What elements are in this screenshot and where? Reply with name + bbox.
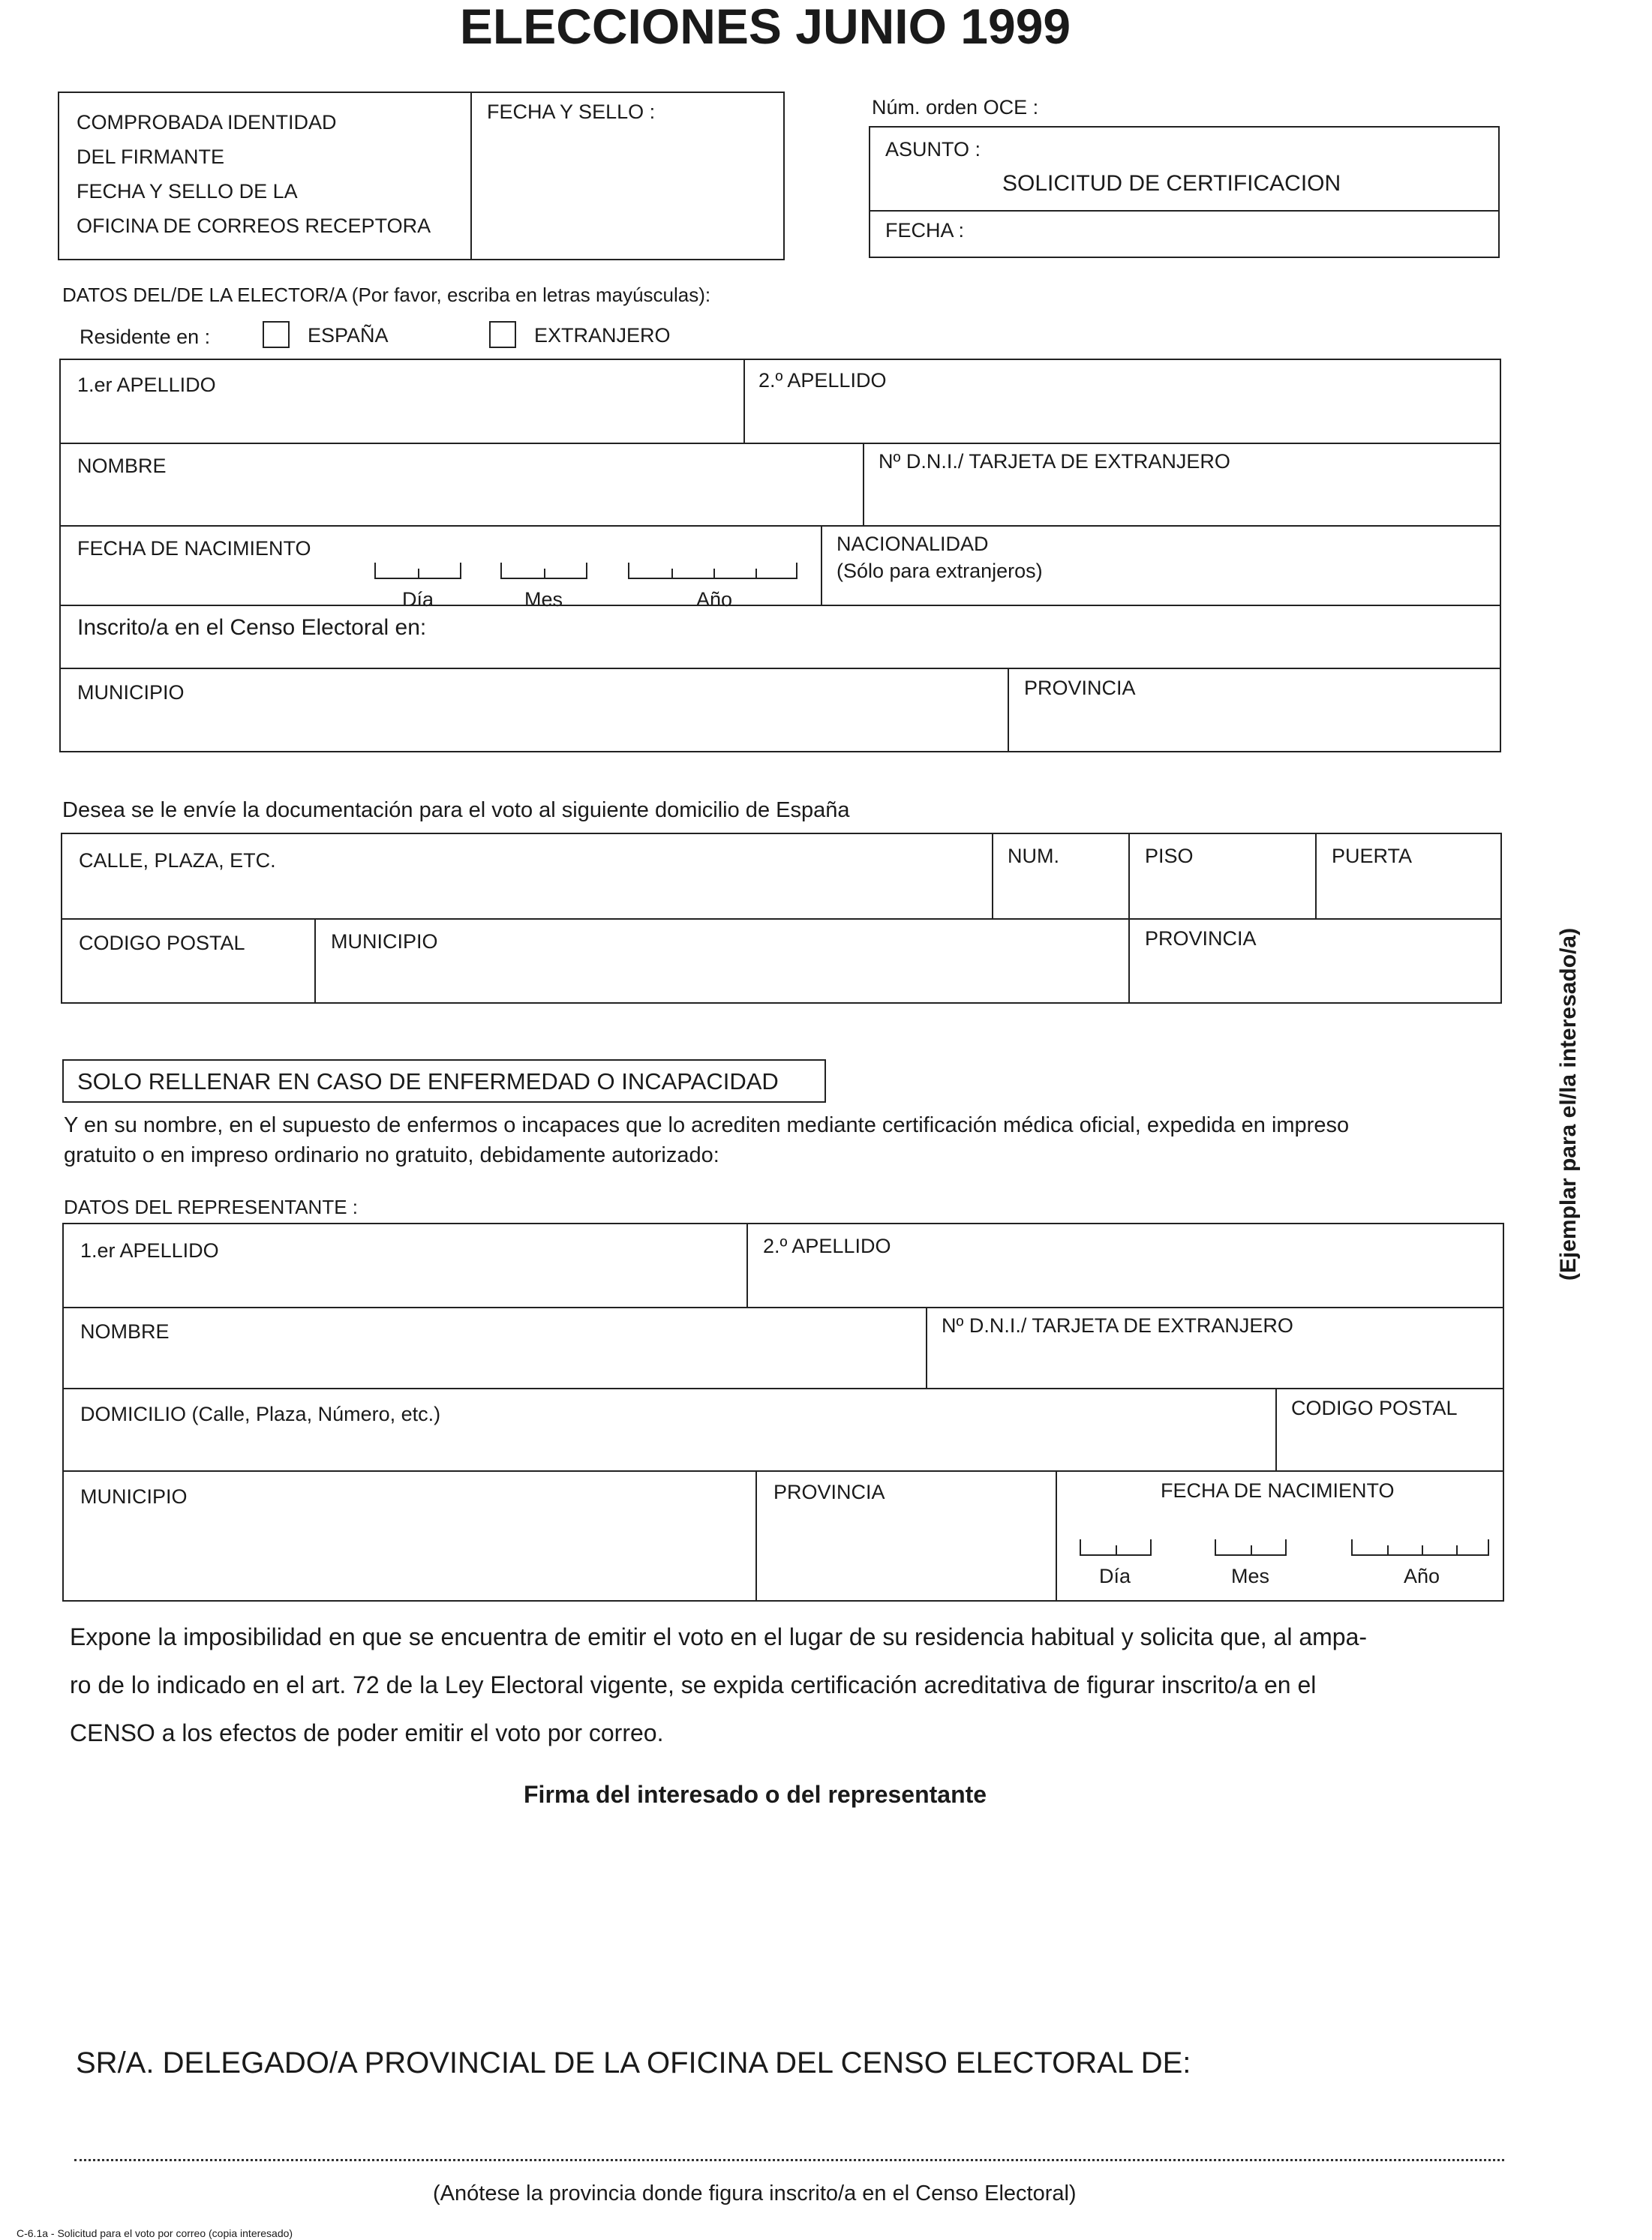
rep-domicilio-label: DOMICILIO (Calle, Plaza, Número, etc.) [80,1403,441,1425]
asunto-value: SOLICITUD DE CERTIFICACION [1002,171,1341,196]
espana-label: ESPAÑA [308,324,389,347]
rep-provincia-label: PROVINCIA [773,1481,885,1503]
elector-dni-label: Nº D.N.I./ TARJETA DE EXTRANJERO [879,450,1230,473]
dom-municipio-label: MUNICIPIO [331,930,438,953]
elector-dia-boxes[interactable] [374,563,461,579]
piso-label: PISO [1145,845,1194,867]
elector-dia-label: Día [402,588,434,611]
elector-heading: DATOS DEL/DE LA ELECTOR/A (Por favor, escriba en letras mayúsculas): [62,284,711,306]
side-label: (Ejemplar para el/la interesado/a) [1556,927,1581,1281]
elector-inscrito-label: Inscrito/a en el Censo Electoral en: [77,615,427,640]
domicilio-intro: Desea se le envíe la documentación para el voto al siguiente domicilio de España [62,798,850,822]
elector-anio-label: Año [696,588,733,611]
elector-anio-boxes[interactable] [628,563,797,579]
form-title: ELECCIONES JUNIO 1999 [459,0,1071,54]
representante-heading: DATOS DEL REPRESENTANTE : [64,1196,359,1218]
rep-dia-label: Día [1099,1565,1131,1587]
expone-line-3: CENSO a los efectos de poder emitir el voto por correo. [70,1719,664,1746]
rep-apellido2-label: 2.º APELLIDO [763,1235,891,1257]
delegado-heading: SR/A. DELEGADO/A PROVINCIAL DE LA OFICINA DEL CENSO ELECTORAL DE: [76,2046,1191,2079]
elector-mes-boxes[interactable] [500,563,587,579]
asunto-label: ASUNTO : [885,138,981,161]
representante-table [62,1223,1504,1602]
provincia-dotted-line[interactable] [74,2159,1504,2161]
rep-apellido1-label: 1.er APELLIDO [80,1239,219,1262]
puerta-label: PUERTA [1332,845,1413,867]
rep-municipio-label: MUNICIPIO [80,1485,188,1508]
residente-label: Residente en : [80,326,211,348]
rep-mes-label: Mes [1231,1565,1270,1587]
elector-fecha-nac-label: FECHA DE NACIMIENTO [77,537,311,560]
incapacidad-banner-text: SOLO RELLENAR EN CASO DE ENFERMEDAD O INCAPACIDAD [77,1068,779,1094]
elector-municipio-label: MUNICIPIO [77,681,185,704]
elector-provincia-label: PROVINCIA [1024,677,1136,699]
fecha-label: FECHA : [885,219,965,242]
rep-dni-label: Nº D.N.I./ TARJETA DE EXTRANJERO [942,1314,1293,1337]
cp-label: CODIGO POSTAL [79,932,245,954]
anotese-note: (Anótese la provincia donde figura inscrito/a en el Censo Electoral) [433,2181,1077,2205]
rep-dia-boxes[interactable] [1080,1539,1152,1556]
rep-mes-boxes[interactable] [1215,1539,1287,1556]
elector-nacionalidad-label: NACIONALIDAD [837,533,989,555]
stamp-label: FECHA Y SELLO : [487,101,656,123]
rep-fecha-nac-label: FECHA DE NACIMIENTO [1161,1479,1395,1502]
expone-line-1: Expone la imposibilidad en que se encuentra de emitir el voto en el lugar de su residencia habitual y solicita que, al ampa- [70,1623,1368,1650]
elector-apellido2-label: 2.º APELLIDO [758,369,887,392]
office-stamp-box [58,92,785,260]
elector-nombre-label: NOMBRE [77,455,167,477]
footer-code: C-6.1a - Solicitud para el voto por correo (copia interesado) [17,2227,293,2239]
dom-provincia-label: PROVINCIA [1145,927,1257,950]
office-line-3: FECHA Y SELLO DE LA [77,180,298,203]
rep-cp-label: CODIGO POSTAL [1291,1397,1458,1419]
oce-box [869,126,1500,258]
incapacidad-banner [62,1059,826,1103]
oce-order-label: Núm. orden OCE : [872,96,1039,119]
elector-nacionalidad-note: (Sólo para extranjeros) [837,560,1043,582]
rep-nombre-label: NOMBRE [80,1320,170,1343]
rep-anio-label: Año [1404,1565,1440,1587]
elector-mes-label: Mes [524,588,563,611]
extranjero-label: EXTRANJERO [534,324,671,347]
elector-table [59,359,1501,752]
incapacidad-text-2: gratuito o en impreso ordinario no gratuito, debidamente autorizado: [64,1143,719,1167]
num-label: NUM. [1008,845,1059,867]
office-line-1: COMPROBADA IDENTIDAD [77,111,337,134]
office-line-2: DEL FIRMANTE [77,146,225,168]
office-line-4: OFICINA DE CORREOS RECEPTORA [77,215,431,237]
expone-line-2: ro de lo indicado en el art. 72 de la Ley Electoral vigente, se expida certificación acreditativa de figurar inscrito/a en el [70,1671,1317,1698]
firma-label: Firma del interesado o del representante [524,1781,987,1808]
elector-apellido1-label: 1.er APELLIDO [77,374,216,396]
calle-label: CALLE, PLAZA, ETC. [79,849,276,872]
domicilio-table [61,833,1502,1004]
incapacidad-text-1: Y en su nombre, en el supuesto de enfermos o incapaces que lo acrediten mediante certificación médica oficial, expedida en impreso [64,1113,1350,1137]
rep-anio-boxes[interactable] [1351,1539,1489,1556]
extranjero-checkbox[interactable] [489,321,516,348]
espana-checkbox[interactable] [263,321,290,348]
